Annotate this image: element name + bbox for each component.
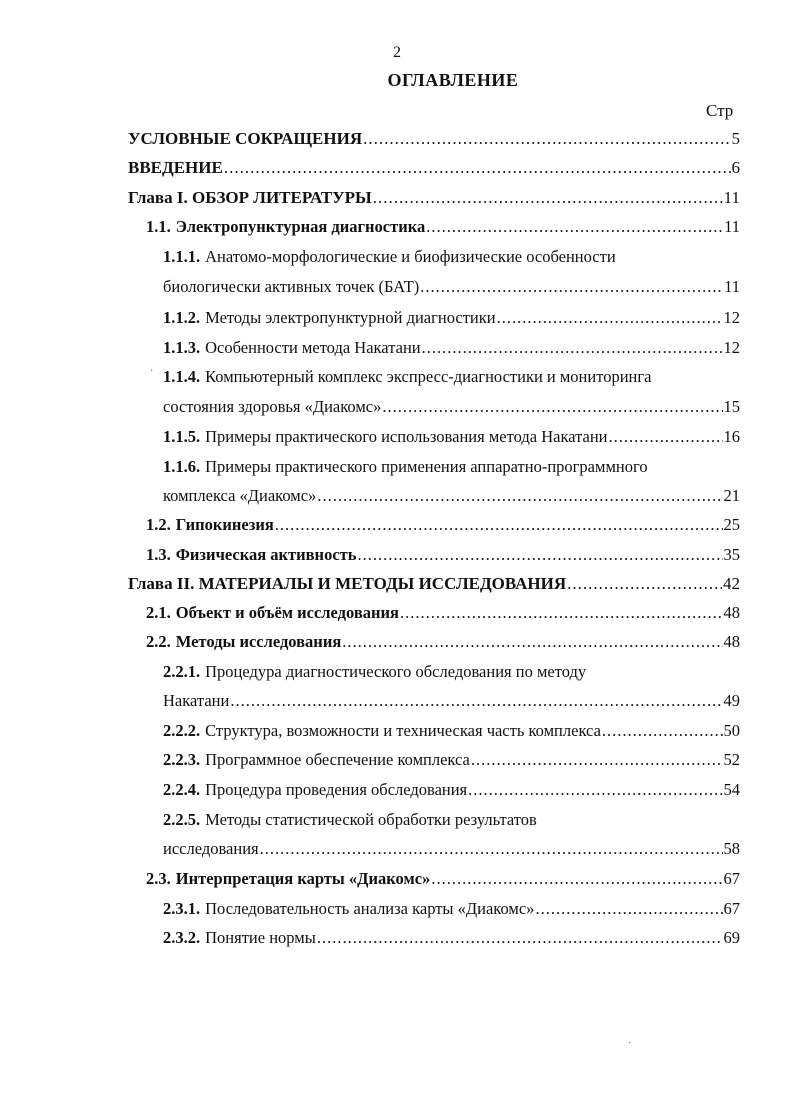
entry-page: 42 (723, 574, 740, 593)
leader-dots (567, 573, 722, 595)
entry-text: Гипокинезия (175, 515, 274, 534)
toc-entry-1-1-4[interactable] (163, 366, 740, 388)
toc-entry-2-3-1[interactable] (163, 898, 740, 920)
entry-text: Программное обеспечение комплекса (205, 750, 470, 769)
leader-dots (224, 157, 731, 179)
entry-page: 67 (723, 899, 740, 918)
entry-page: 21 (723, 486, 740, 505)
toc-title: ОГЛАВЛЕНИЕ (387, 70, 519, 90)
leader-dots (230, 690, 722, 712)
toc-entry-2-2-5-cont[interactable] (163, 838, 740, 860)
entry-page: 11 (724, 277, 740, 296)
entry-number: 1.1. (146, 217, 171, 236)
leader-dots (426, 216, 723, 238)
toc-entry-abbreviations[interactable] (128, 128, 740, 150)
entry-page: 35 (723, 545, 740, 564)
toc-entry-2-3[interactable] (146, 868, 740, 890)
entry-page: 50 (723, 721, 740, 740)
entry-text: состояния здоровья «Диакомс» (163, 397, 382, 416)
entry-page: 67 (723, 869, 740, 888)
toc-entry-1-1-5[interactable] (163, 426, 740, 448)
leader-dots (609, 426, 723, 448)
entry-text: Структура, возможности и техническая часть комплекса (205, 721, 601, 740)
toc-entry-2-2-5[interactable] (163, 809, 740, 831)
entry-page: 48 (723, 632, 740, 651)
toc-entry-1-1-1-cont[interactable] (163, 276, 740, 298)
entry-page: 25 (723, 515, 740, 534)
entry-text: УСЛОВНЫЕ СОКРАЩЕНИЯ (128, 129, 363, 148)
leader-dots (468, 779, 722, 801)
entry-text: Глава II. МАТЕРИАЛЫ И МЕТОДЫ ИССЛЕДОВАНИЯ (128, 574, 567, 593)
leader-dots (431, 868, 722, 890)
entry-page: 5 (731, 129, 740, 148)
scan-speck: · (150, 366, 154, 377)
toc-entry-2-2-4[interactable] (163, 779, 740, 801)
leader-dots (535, 898, 722, 920)
entry-page: 15 (723, 397, 740, 416)
entry-text: Компьютерный комплекс экспресс-диагностики и мониторинга (205, 367, 652, 386)
entry-text: Накатани (163, 691, 230, 710)
entry-number: 2.2.1. (163, 662, 201, 681)
entry-text: Особенности метода Накатани (205, 338, 421, 357)
entry-text: Процедура проведения обследования (205, 780, 468, 799)
toc-entry-1-1-2[interactable] (163, 307, 740, 329)
entry-text: Примеры практического применения аппаратно-программного (205, 457, 648, 476)
toc-entry-1-1-3[interactable] (163, 337, 740, 359)
entry-text: Примеры практического использования метода Накатани (205, 427, 608, 446)
leader-dots (602, 720, 723, 742)
entry-text: Интерпретация карты «Диакомс» (175, 869, 431, 888)
entry-number: 2.2. (146, 632, 171, 651)
entry-text: Анатомо-морфологические и биофизические особенности (205, 247, 616, 266)
entry-number: 1.1.5. (163, 427, 201, 446)
entry-text: Методы электропунктурной диагностики (205, 308, 496, 327)
entry-page: 48 (723, 603, 740, 622)
toc-entry-chapter-1[interactable] (128, 187, 740, 209)
entry-text: комплекса «Диакомс» (163, 486, 317, 505)
leader-dots (357, 544, 722, 566)
entry-number: 1.1.6. (163, 457, 201, 476)
entry-number: 1.1.2. (163, 308, 201, 327)
entry-text: Последовательность анализа карты «Диакомс» (205, 899, 535, 918)
entry-number: 2.2.5. (163, 810, 201, 829)
leader-dots (420, 276, 723, 298)
entry-page: 16 (723, 427, 740, 446)
toc-entry-1-1-6[interactable] (163, 456, 740, 478)
page-number: 2 (393, 44, 401, 61)
toc-entry-1-2[interactable] (146, 514, 740, 536)
leader-dots (422, 337, 723, 359)
entry-text: исследования (163, 839, 259, 858)
entry-number: 1.1.3. (163, 338, 201, 357)
toc-entry-1-1-1[interactable] (163, 246, 740, 268)
leader-dots (471, 749, 723, 771)
leader-dots (382, 396, 722, 418)
page-column-header: Стр (706, 101, 734, 120)
entry-page: 6 (731, 158, 740, 177)
leader-dots (275, 514, 723, 536)
entry-page: 12 (723, 338, 740, 357)
entry-text: Глава I. ОБЗОР ЛИТЕРАТУРЫ (128, 188, 372, 207)
toc-entry-2-2-3[interactable] (163, 749, 740, 771)
toc-entry-1-1-6-cont[interactable] (163, 485, 740, 507)
entry-text: Физическая активность (175, 545, 357, 564)
entry-text: Электропунктурная диагностика (175, 217, 426, 236)
entry-text: Объект и объём исследования (175, 603, 399, 622)
entry-number: 2.3. (146, 869, 171, 888)
leader-dots (373, 187, 723, 209)
entry-text: ВВЕДЕНИЕ (128, 158, 223, 177)
entry-page: 12 (723, 308, 740, 327)
toc-entry-2-2-2[interactable] (163, 720, 740, 742)
entry-page: 58 (723, 839, 740, 858)
entry-text: биологически активных точек (БАТ) (163, 277, 420, 296)
entry-number: 2.2.3. (163, 750, 201, 769)
entry-page: 49 (723, 691, 740, 710)
leader-dots (317, 927, 723, 949)
toc-entry-1-1-4-cont[interactable] (163, 396, 740, 418)
leader-dots (260, 838, 723, 860)
toc-entry-2-2-1-cont[interactable] (163, 690, 740, 712)
toc-entry-2-2[interactable] (146, 631, 740, 653)
toc-entry-2-3-2[interactable] (163, 927, 740, 949)
toc-entry-2-1[interactable] (146, 602, 740, 624)
entry-number: 1.3. (146, 545, 171, 564)
entry-number: 2.2.4. (163, 780, 201, 799)
entry-text: Методы исследования (175, 632, 342, 651)
entry-number: 1.2. (146, 515, 171, 534)
entry-number: 1.1.4. (163, 367, 201, 386)
entry-page: 52 (723, 750, 740, 769)
entry-text: Процедура диагностического обследования по методу (205, 662, 587, 681)
leader-dots (400, 602, 723, 624)
toc-entry-2-2-1[interactable] (163, 661, 740, 683)
leader-dots (317, 485, 722, 507)
entry-page: 69 (723, 928, 740, 947)
entry-number: 2.3.2. (163, 928, 201, 947)
entry-number: 2.2.2. (163, 721, 201, 740)
toc-entry-chapter-2[interactable] (128, 573, 740, 595)
entry-number: 2.3.1. (163, 899, 201, 918)
leader-dots (342, 631, 722, 653)
entry-page: 54 (723, 780, 740, 799)
entry-number: 1.1.1. (163, 247, 201, 266)
toc-entry-1-1[interactable] (146, 216, 740, 238)
toc-entry-1-3[interactable] (146, 544, 740, 566)
leader-dots (497, 307, 723, 329)
entry-page: 11 (723, 188, 740, 207)
entry-text: Методы статистической обработки результатов (205, 810, 537, 829)
toc-entry-introduction[interactable] (128, 157, 740, 179)
leader-dots (363, 128, 730, 150)
entry-page: 11 (724, 217, 740, 236)
entry-number: 2.1. (146, 603, 171, 622)
scan-speck: · (628, 1038, 632, 1049)
entry-text: Понятие нормы (205, 928, 316, 947)
